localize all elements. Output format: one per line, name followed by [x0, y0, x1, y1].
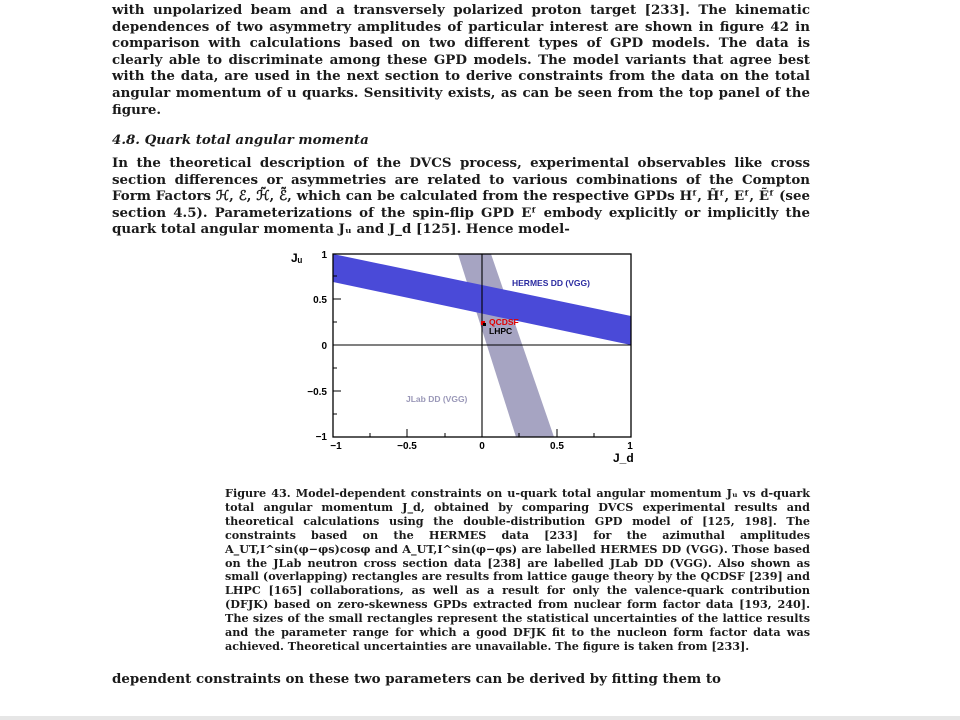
- caption-label: Figure 43.: [225, 486, 291, 500]
- lhpc-marker: [483, 323, 486, 326]
- jlab-band-label: JLab DD (VGG): [406, 394, 468, 404]
- y-tick-label: −0.5: [307, 387, 327, 398]
- x-tick-label: −0.5: [397, 441, 417, 452]
- lhpc-label: LHPC: [489, 326, 513, 336]
- y-tick-label: 1: [321, 250, 327, 261]
- hermes-band-label: HERMES DD (VGG): [512, 278, 590, 288]
- caption-text: Model-dependent constraints on u-quark total angular momentum Jᵤ vs d-quark total angular momentum J_d, obtained by comparing DVCS experimental results and theoretical calculations using the double-distribution GPD model of [125, 198]. The constraints based on the HERMES data [233] for the azimuthal amplitudes A_UT,I^sin(φ−φs)cosφ and A_UT,I^sin(φ−φs) are labelled HERMES DD (VGG). Those based on the JLab neutron cross section data [238] are labelled JLab DD (VGG). Also shown as small (overlapping) rectangles are results from lattice gauge theory by the QCDSF [239] and LHPC [165] collaborations, as well as a result for only the valence-quark contribution (DFJK) based on zero-skewness GPDs extracted from nuclear form factor data [193, 240]. The sizes of the small rectangles represent the statistical uncertainties of the lattice results and the parameter range for which a good DFJK fit to the nucleon form factor data was achieved. Theoretical uncertainties are unavailable. The figure is taken from [233].: [225, 486, 810, 653]
- section-heading: 4.8. Quark total angular momenta: [112, 132, 369, 148]
- qcdsf-label: QCDSF: [489, 317, 519, 327]
- figure-43-plot: [285, 248, 655, 468]
- figure-caption: [225, 487, 810, 654]
- x-tick-label: 0: [479, 441, 485, 452]
- body-paragraph-2: In the theoretical description of the DVCS process, experimental observables like cross section differences or asymmetries are related to various combinations of the Compton Form Factors ℋ, ℰ, ℋ̃, ℰ̃, which can be calculated from the respective GPDs Hᶠ, H̃ᶠ, Eᶠ, Ẽᶠ (see section 4.5). Parameterizations of the spin-flip GPD Eᶠ embody explicitly or implicitly the quark total angular momenta Jᵤ and J_d [125]. Hence model-: [112, 155, 810, 238]
- x-tick-label: 1: [627, 441, 633, 452]
- x-tick-label: 0.5: [550, 441, 564, 452]
- y-axis-label: Jᵤ: [291, 251, 303, 265]
- y-tick-label: 0.5: [313, 295, 327, 306]
- x-tick-label: −1: [330, 441, 342, 452]
- body-paragraph-1: with unpolarized beam and a transversely polarized proton target [233]. The kinematic dependences of two asymmetry amplitudes of particular interest are shown in figure 42 in comparison with calculations based on two different types of GPD models. The data is clearly able to discriminate among these GPD models. The model variants that agree best with the data, are used in the next section to derive constraints from the data on the total angular momentum of u quarks. Sensitivity exists, as can be seen from the top panel of the figure.: [112, 2, 810, 118]
- page-bottom-edge: [0, 716, 960, 720]
- y-tick-label: −1: [315, 432, 327, 443]
- y-tick-label: 0: [321, 341, 327, 352]
- body-paragraph-3: dependent constraints on these two parameters can be derived by fitting them to: [112, 671, 721, 687]
- x-axis-label: J_d: [613, 451, 634, 465]
